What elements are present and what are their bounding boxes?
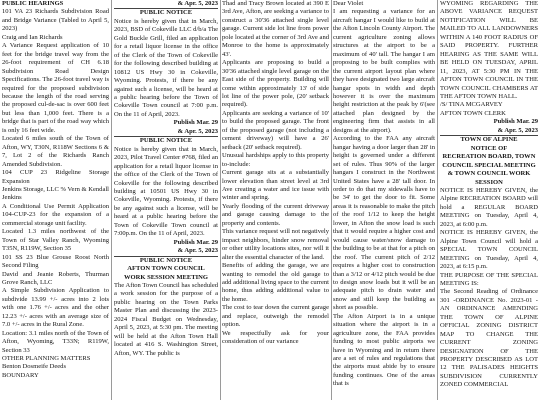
signature: /S/ TINA MCGARVEY bbox=[440, 101, 503, 109]
notice-paragraph: 104 CUP 23 Ridgeline Storage Expansion bbox=[2, 169, 109, 185]
notice-paragraph: 101 SS 23 Blue Grouse Roost North Second Filing bbox=[2, 253, 109, 270]
notice-body: NOTICE IS HEREBY GIVEN, the Alpine RECREATION BOARD will hold a REGULAR BOARD MEETING on Tuesday, April 4, 2023, at 6:00 p.m. bbox=[440, 186, 538, 228]
notice-paragraph: Located 1.3 miles northwest of the Town of Star Valley Ranch, Wyoming T35N, R119W, Section 35 bbox=[2, 228, 109, 253]
hearings-heading: PUBLIC HEARINGS bbox=[2, 0, 64, 7]
publish-date: Publish Mar. 29 bbox=[173, 238, 218, 246]
notice-paragraph: According to the FAA any aircraft hangar having a door larger than 28' in height is governed under a different set of rules. Thus 90% of the larger hangars I construct in the Northwest United States have a 28' tall door. In order to do that my sidewalls have to be 34' to get the door to fit. Some areas it is reasonable to make the pitch of the roof 1/12 to keep the height lower, in Afton the snow load is such that it would require a higher cost and would cause water/snow damage to the building to be at that for a pitch on the roof. The current pitch of 2/12 requires a higher cost to construction than a 3/12 or 4/12 pitch would be due to design snow loads but it will be an adequate pitch to drain water and snow and still keep the building as short as possible. bbox=[333, 135, 435, 312]
notice-body: The Afton Town Council has scheduled a work session for the purpose of a public hearing on the Town Parks Master Plan and discussing the 2023-2024 Fiscal Budget on Wednesday, April 5, 2023, at 5:30 pm. The meeting will be held at the Afton Town Hall located at 416 S. Washington Street, Afton, WY. The public is bbox=[114, 281, 218, 357]
letter-salutation: Dear Violet bbox=[333, 0, 364, 7]
notice-body: WYOMING REGARDING THE ABOVE VARIANCE REQUEST NOTIFICATION WILL BE MAILED TO ALL LANDOWNERS WITHIN A 140 FOOT RADIUS OF SAID PROPERTY. FURTHER HEARING AS THE SAME WILL BE HELD ON TUESDAY, APRIL 11, 2023, AT 5:30 PM IN THE AFTON TOWN COUNCIL IN THE TOWN COUNCIL CHAMBERS AT THE AFTON TOWN HALL. bbox=[440, 0, 538, 100]
notice-heading: WORK SESSION MEETING bbox=[123, 273, 209, 281]
notice-heading: PUBLIC NOTICE bbox=[139, 9, 193, 17]
signer-title: AFTON TOWN CLERK bbox=[440, 109, 506, 117]
notice-paragraph: The cost to tear down the current garage and replace, outweigh the remodel option. bbox=[222, 304, 329, 329]
publish-date: & Apr. 5, 2023 bbox=[177, 127, 218, 135]
notice-paragraph: This variance request will not negatively impact neighbors, hinder snow removal or other utility locations sites, nor will it alter the essential character of the land. bbox=[222, 228, 329, 261]
notice-paragraph: Yearly flooding of the current driveway and garage causing damage to the property and contents. bbox=[222, 202, 329, 227]
notice-paragraph: Applicants are seeking a variance of 10' to build the proposed garage. The front of the proposed garage (not including a cement driveway) will have a 26' setback (20' setback required). bbox=[222, 109, 329, 151]
notice-paragraph: A Variance Request application of 10 feet for the bridge travel way from the 26-foot requirement of CH 6.18 Subdivision Road Design Specifications. The 26-foot travel way is required for the proposed subdivision because the length of the road serving the proposed cul-de-sac is over 600 feet but less than 1,000 feet. There is a bridge that is part of the road way which is only 16 feet wide. bbox=[2, 42, 109, 134]
column-rule bbox=[331, 0, 332, 400]
publish-date: & Apr. 5, 2023 bbox=[177, 0, 218, 7]
notice-paragraph: Location: 3.1 miles north of the Town of Afton, Wyoming, T33N; R119W, Section 33 bbox=[2, 329, 109, 354]
notice-paragraph: Thad and Tracy Brown located at 390 E 3rd Ave, Afton, are seeking a variance to construct a 30'36 attached single level garage. Current side lot line from power pole located at the corner of 3rd Ave and Monroe to the home is approximately 43'. bbox=[222, 0, 329, 58]
publish-date: Publish Mar. 29 bbox=[493, 118, 538, 126]
notice-heading: PUBLIC NOTICE bbox=[139, 256, 193, 264]
notice-paragraph: Benton Dosmeife Deeds bbox=[2, 363, 66, 371]
notice-paragraph: 101 VA 23 Richards Subdivision Road and Bridge Variance (Tabled to April 5, 2023) bbox=[2, 8, 109, 33]
publish-date: & Apr. 5, 2023 bbox=[177, 247, 218, 255]
notice-paragraph: Benefits of adding the garage, we are wanting to remodel the old garage to add additional living space to the current home, thus adding additional value to the home. bbox=[222, 262, 329, 303]
notice-heading: TOWN OF ALPINE bbox=[460, 136, 518, 144]
notice-body: Notice is hereby given that in March, 2023, BSD of Cokeville LLC d/b/a The Gold Buckle Grill, filed an application for a retail liquor license in the office of the Clerk of the Town of Cokeville for the following described building at 10812 US Hwy 30 in Cokeville, Wyoming. Protests, if there be any against such a license, will be heard at a public hearing before the Town of Cokeville Town council at 7:00 p.m. On the 11 of April, 2023. bbox=[114, 17, 218, 118]
notice-heading: NOTICE OF bbox=[470, 144, 508, 152]
column-planning-hearings bbox=[2, 0, 109, 400]
notice-body: NOTICE IS HEREBY GIVEN, the Alpine Town Council will hold a SPECIAL TOWN COUNCIL MEETING on Tuesday, April 4, 2023, at 6:15 p.m. bbox=[440, 229, 538, 271]
publish-date: & Apr. 5, 2023 bbox=[497, 126, 538, 134]
other-matters-heading: OTHER PLANNING MATTERS bbox=[2, 355, 91, 363]
column-public-notices bbox=[114, 0, 218, 400]
column-alpine-notice bbox=[440, 0, 538, 400]
notice-paragraph: David and Jeanie Roberts, Thurman Grove Ranch, LLC bbox=[2, 270, 109, 286]
publish-date: Publish Mar. 29 bbox=[173, 119, 218, 127]
notice-paragraph: Craig and Ian Richards bbox=[2, 33, 63, 41]
notice-paragraph: A Simple Subdivision Application to subdivide 13.99 +/- acres into 2 lots with one 1.76 +/- acres and the other 12.23 +/- acres with an average size of 7.0 +/- acres in the Rural Zone. bbox=[2, 287, 109, 329]
column-variance-garage bbox=[222, 0, 329, 400]
notice-heading: AFTON TOWN COUNCIL bbox=[127, 265, 205, 273]
notice-paragraph: We respectfully ask for your consideration of our variance bbox=[222, 329, 329, 346]
notice-body: Notice is hereby given that in March, 2023, Pilot Travel Center #768, filed an application for a retail liquor license in the office of the Clerk of the Town of Cokeville for the following described building at 10501 US Hwy 30 in Cokeville, Wyoming. Protests, if there be any against such a license, will be heard at a public hearing before the Town of Cokeville Town council at 7:00p.m. On the 11 of April, 2023. bbox=[114, 145, 218, 238]
notice-paragraph: BOUNDARY bbox=[2, 371, 39, 379]
notice-heading: PUBLIC NOTICE bbox=[139, 137, 193, 145]
notice-paragraph: Current garage sits at a substantially lower elevation than street level at 3rd Ave creating a water and ice issue with winter and spring. bbox=[222, 169, 329, 202]
column-rule bbox=[437, 0, 438, 400]
notice-body: The Second Reading of Ordinance 301 -ORDINANCE No. 2023-01 - AN ORDINANCE AMENDING THE TOWN OF ALPINE OFFICIAL ZONING DISTRICT MAP TO CHANGE THE CURRENT ZONING DESIGNATION OF THE PROPERTY DESCRIBED AS LOT 12 THE PALISADES HEIGHTS SUBDIVISION CURRENTLY ZONED COMMERCIAL bbox=[440, 288, 538, 389]
notice-paragraph: Located 6 miles south of the Town of Afton, WY, T30N, R118W Sections 6 & 7, Lot 2 of the Richards Ranch Amended Subdivision. bbox=[2, 135, 109, 168]
notice-paragraph: A Conditional Use Permit Application 104-CUP-23 for the expansion of a commercial storage unit facility. bbox=[2, 202, 109, 227]
column-rule bbox=[220, 0, 221, 400]
notice-paragraph: Applicants are proposing to build a 30'36 attached single level garage on the East side of the property. Building will come within approximately 13' of side lot line of the power pole, (20' setback required). bbox=[222, 59, 329, 109]
notice-heading: RECREATION BOARD, TOWN COUNCIL SPECIAL MEETING & TOWN COUNCIL WORK SESSION bbox=[442, 153, 536, 186]
column-variance-hangar bbox=[333, 0, 435, 400]
column-rule bbox=[111, 0, 112, 400]
notice-body: THE PURPOSE OF THE SPECIAL MEETING IS: bbox=[440, 271, 538, 287]
notice-paragraph: Jenkins Storage, LLC % Vern & Kendall Jenkins bbox=[2, 185, 109, 202]
notice-paragraph: I am requesting a variance for an aircraft hangar I would like to build at the Afton Lincoln County Airport. The current agriculture zoning allows structures at the airport to be a maximum of 40' tall. The hangar I am proposing to be built complies with the current airport layout plan where they have designated two large aircraft hangar spots in width and depth however it is over the maximum height restriction at the peak by 6'(see attached plan designed by the engineering firm that assists in all designs at the airport). bbox=[333, 8, 435, 134]
notice-paragraph: Unusual hardships apply to this property to-include: bbox=[222, 152, 329, 168]
notice-paragraph: The Afton Airport is in a unique situation where the airport is in a agriculture zone, the FAA provides funding to most public airports we have in Wyoming and in return there are a set of rules and regulations that the airports must abide by to ensure funding continues. One of the areas that is bbox=[333, 312, 435, 388]
